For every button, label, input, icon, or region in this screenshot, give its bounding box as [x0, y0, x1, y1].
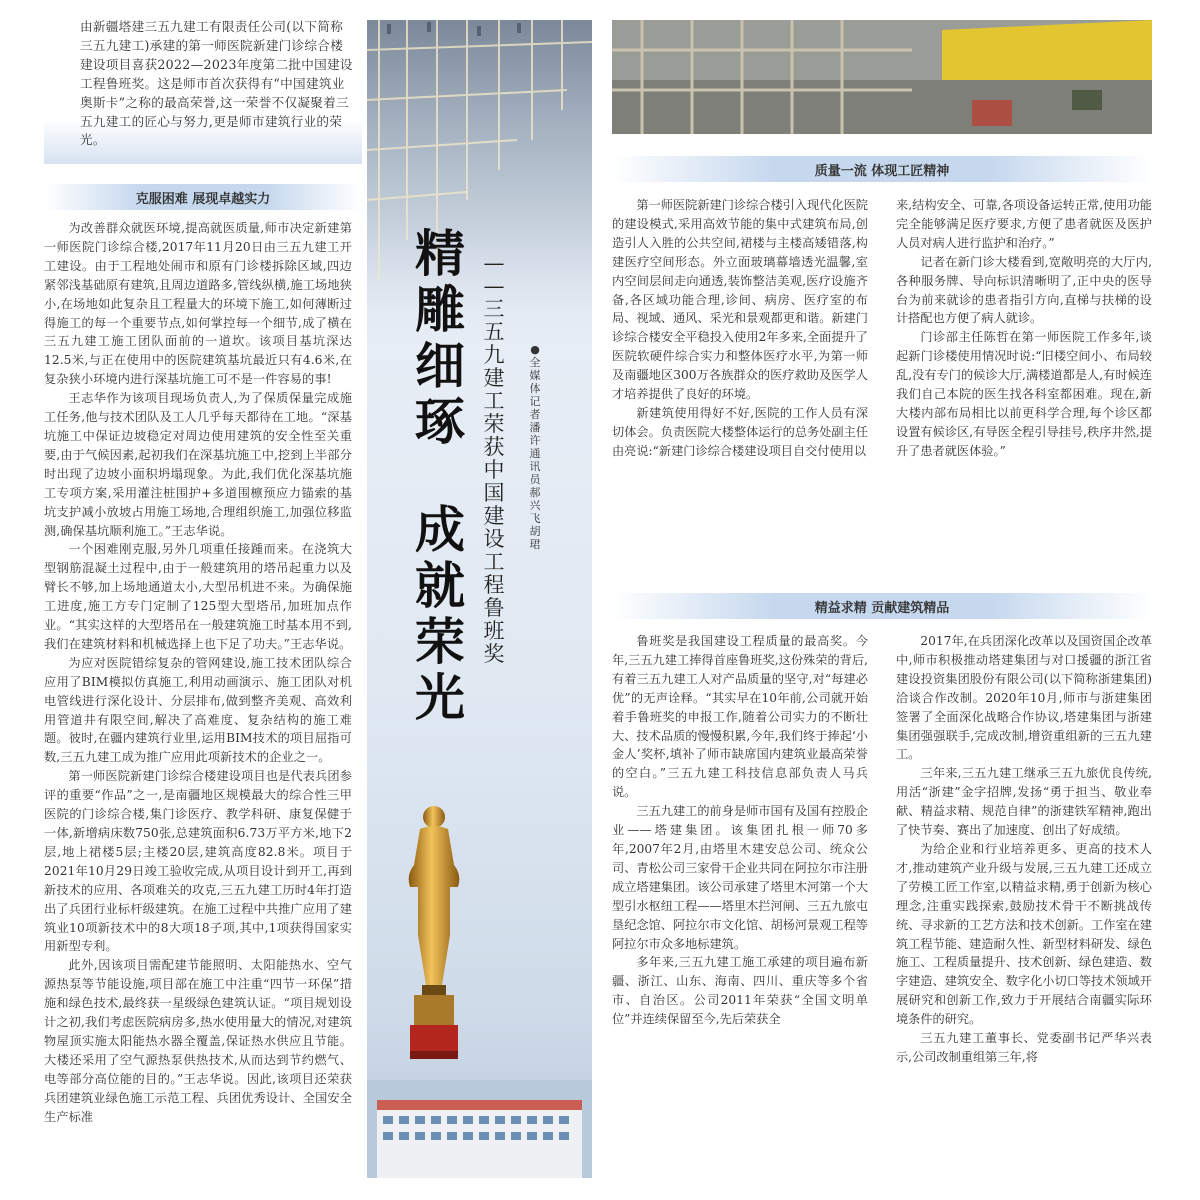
right-paragraph: 鲁班奖是我国建设工程质量的最高奖。今年,三五九建工捧得首座鲁班奖,这份殊荣的背后,有着三五九建工人对产品质量的坚守,对“每建必优”的无声诠释。“其实早在10年前,公司就开始着手鲁班奖的申报工作,随着公司实力的不断壮大、技术品质的慢慢积累,今年,我们终于捧起‘小金人’奖杯,填补了师市缺席国内建筑业最高荣誉的空白。”三五九建工科技信息部负责人马兵说。 — [612, 634, 868, 800]
subheadline-char: 奖 — [483, 642, 505, 666]
right-paragraph: 多年来,三五九建工施工承建的项目遍布新疆、浙江、山东、海南、四川、重庆等多个省市、自治区。公司2011年荣获“全国文明单位”并连续保留至今,先后荣获全 — [612, 955, 868, 1027]
subheadline-char: 工 — [483, 550, 505, 574]
byline-char: 员 — [529, 473, 541, 486]
subheadline-char: 获 — [483, 435, 505, 459]
headline-char: 细 — [415, 337, 465, 395]
right-paragraph: 2017年,在兵团深化改革以及国资国企改革中,师市积极推动塔建集团与对口援疆的浙江省建设投资集团股份有限公司(以下简称浙建集团)洽谈合作改制。2020年10月,师市与浙建集团签署了全面深化战略合作协议,塔建集团与浙建集团强强联手,完成改制,增资重组新的三五九建工。 — [896, 634, 1152, 762]
subheadline-char: 鲁 — [483, 596, 505, 620]
headline-char: 荣 — [415, 613, 465, 671]
byline-char: 郝 — [529, 486, 541, 499]
subheadline-char: 五 — [483, 320, 505, 344]
section-heading-left-text: 克服困难 展现卓越实力 — [135, 191, 271, 207]
left-paragraph: 王志华作为该项目现场负责人,为了保质保量完成施工任务,他与技术团队及工人几乎每天都待在工地。“深基坑施工中保证边坡稳定对周边使用建筑的安全性至关重要,由于气候因素,起初我们在深基坑施工中,挖到上半部分时出现了边坡小面积坍塌现象。为此,我们优化深基坑施工专项方案,采用灌注桩围护+多道围檩预应力锚索的基坑支护减小放坡占用施工场地,合理组织施工,加强位移监测,确保基坑顺利施工。”王志华说。 — [44, 391, 352, 538]
subheadline-char: 工 — [483, 389, 505, 413]
right-article-column-4 — [896, 632, 1152, 1180]
section-heading-right-1 — [612, 156, 1152, 182]
subheadline-char: 三 — [483, 297, 505, 321]
byline-char: 体 — [529, 382, 541, 395]
byline-char: 潘 — [529, 421, 541, 434]
left-paragraph: 一个困难刚克服,另外几项重任接踵而来。在浇筑大型钢筋混凝土过程中,由于一般建筑用的塔吊起重力以及臂长不够,加上场地通道太小,大型吊机进不来。为确保施工进度,施工方专门定制了125型大型塔吊,加班加点作业。“其实这样的大型塔吊在一般建筑施工时基本用不到,我们在建筑材料和机械选择上也下足了功夫。”王志华说。 — [44, 542, 352, 651]
subheadline-char: 中 — [483, 458, 505, 482]
subheadline-char: 班 — [483, 619, 505, 643]
right-article-column-2 — [896, 196, 1152, 574]
right-paragraph: 门诊部主任陈哲在第一师医院工作多年,谈起新门诊楼使用情况时说:“旧楼空间小、布局较乱,没有专门的候诊大厅,满楼道都是人,有时候连我们自己本院的医生找各科室都困难。现在,新大楼内部布局相比以前更科学合理,每个诊区都设置有候诊区,有导医全程引导挂号,秩序井然,提升了患者就医体验。” — [896, 330, 1152, 458]
right-paragraph: 三五九建工的前身是师市国有及国有控股企业——塔建集团。该集团扎根一师70多年,2007年2月,由塔里木建安总公司、统众公司、青松公司三家骨干企业共同在阿拉尔市注册成立塔建集团。该公司承建了塔里木河第一个大型引水枢纽工程——塔里木拦河闸、三五九旅屯垦纪念馆、阿拉尔市文化馆、胡杨河景观工程等阿拉尔市众多地标建筑。 — [612, 804, 868, 951]
byline-char: 全 — [529, 356, 541, 369]
right-paragraph: 来,结构安全、可靠,各项设备运转正常,使用功能完全能够满足医疗要求,方便了患者就医及医护人员对病人进行监护和治疗。” — [896, 198, 1152, 250]
right-paragraph: 为给企业和行业培养更多、更高的技术人才,推动建筑产业升级与发展,三五九建工还成立了劳模工匠工作室,以精益求精,勇于创新为核心理念,注重实践探索,鼓励技术骨干不断挑战传统、寻求新的工艺方法和技术创新。工作室在建筑工程节能、建造耐久性、新型材料研发、绿色施工、工程质量提升、技术创新、绿色建造、数字建造、建筑安全、数字化小切口等技术领域开展研究和创新工作,致力于开展结合南疆实际环境条件的研究。 — [896, 841, 1152, 1027]
byline-char: 飞 — [529, 512, 541, 525]
luban-trophy-icon — [392, 795, 488, 1065]
subheadline-char: 程 — [483, 573, 505, 597]
left-paragraph: 第一师医院新建门诊综合楼建设项目也是代表兵团参评的重要“作品”之一,是南疆地区规模最大的综合性三甲医院的门诊综合楼,集门诊医疗、教学科研、康复保健于一体,新增病床数750张,总建筑面积6.73万平方米,地下2层,地上裙楼5层;主楼20层,建筑高度82.8米。项目于2021年10月29日竣工验收完成,从项目设计到开工,再到新技术的应用、各项难关的攻克,三五九建工历时4年打造出了兵团行业标杆级建筑。在施工过程中共推广应用了建筑业10项新技术中的8大项18子项,其中,1项获得国家实用新型专利。 — [44, 769, 352, 954]
section-heading-right-2-text: 精益求精 贡献建筑精品 — [814, 600, 950, 616]
subheadline-char: — — [483, 251, 505, 275]
byline-char: 者 — [529, 408, 541, 421]
section-heading-right-2 — [612, 593, 1152, 619]
subheadline-char: 建 — [483, 366, 505, 390]
lead-summary — [44, 14, 362, 164]
section-heading-left — [44, 184, 362, 210]
byline-char: 胡 — [529, 525, 541, 538]
headline-char: 就 — [415, 557, 465, 615]
left-paragraph: 此外,因该项目需配建节能照明、太阳能热水、空气源热泵等节能设施,项目部在施工中注重“四节一环保”措施和绿色技术,最终获一星级绿色建筑认证。“项目规划设计之初,我们考虑医院病房多,热水使用量大的情况,对建筑物屋顶实施太阳能热水器全覆盖,保证热水供应且节能。大楼还采用了空气源热泵供热技术,从而达到节约燃气、电等部分高位能的目的。”王志华说。因此,该项目还荣获兵团建筑业绿色施工示范工程、兵团优秀设计、全国安全生产标准 — [44, 958, 352, 1124]
left-paragraph: 为应对医院错综复杂的管网建设,施工技术团队综合应用了BIM模拟仿真施工,利用动画演示、施工团队对机电管线进行深化设计、分层排布,做到整齐美观、高效利用管道井有限空间,解决了高难度、复杂结构的施工难题。彼时,在疆内建筑行业里,运用BIM技术的项目屈指可数,三五九建工成为推广应用此项新技术的企业之一。 — [44, 655, 352, 765]
byline-char: 珺 — [529, 538, 541, 551]
right-paragraph: 三五九建工董事长、党委副书记严华兴表示,公司改制重组第三年,将 — [896, 1031, 1152, 1064]
construction-site-image — [612, 20, 1152, 134]
headline-char: 雕 — [415, 281, 465, 339]
headline-char: 精 — [415, 225, 465, 283]
byline-char: 通 — [529, 447, 541, 460]
headline-char: 琢 — [415, 393, 465, 451]
subheadline-char: 九 — [483, 343, 505, 367]
left-article-column — [44, 219, 352, 1180]
right-paragraph: 第一师医院新建门诊综合楼引入现代化医院的建设模式,采用高效节能的集中式建筑布局,创造引人入胜的公共空间,裙楼与主楼高矮错落,构建医疗空间形态。外立面玻璃幕墙透光温馨,室内空间层间走向通透,装饰整洁美观,医疗设施齐备,各区域功能合理,诊间、病房、医疗室的布局、视域、通风、采光和景观都更和谐。新建门诊综合楼安全平稳投入使用2年多来,全面提升了医院软硬件综合实力和整体医疗水平,为第一师及南疆地区300万各族群众的医疗救助及医学人才培养提供了良好的环境。 — [612, 198, 868, 402]
section-heading-right-1-text: 质量一流 体现工匠精神 — [814, 163, 950, 179]
byline-char: 记 — [529, 395, 541, 408]
subheadline-char: 国 — [483, 481, 505, 505]
headline-char: 成 — [415, 501, 465, 559]
byline-char: 媒 — [529, 369, 541, 382]
byline-char: 兴 — [529, 499, 541, 512]
byline-char: 许 — [529, 434, 541, 447]
left-paragraph: 为改善群众就医环境,提高就医质量,师市决定新建第一师医院门诊综合楼,2017年11月20日由三五九建工开工建设。由于工程地处闹市和原有门诊楼拆除区域,四边紧邻浅基础原有建筑,且周边道路多,管线纵横,施工场地狭小,在场地如此复杂且工程量大的环境下施工,如何薄断过得施工的每一个重要节点,如何掌控每一个细节,成了横在三五九建工施工团队面前的一道坎。该项目基坑深达12.5米,与正在使用中的医院建筑基坑最近只有4.6米,在复杂狭小环境内进行深基坑施工可不是一件容易的事! — [44, 221, 352, 387]
subheadline-char: 荣 — [483, 412, 505, 436]
subheadline — [478, 252, 510, 666]
construction-photo — [612, 20, 1152, 134]
right-paragraph: 记者在新门诊大楼看到,宽敞明亮的大厅内,各种服务牌、导向标识清晰明了,正中央的医导台为前来就诊的患者指引方向,直梯与扶梯的设计搭配也方便了病人就诊。 — [896, 254, 1152, 326]
headline-char: 光 — [415, 669, 465, 727]
right-article-column-1 — [612, 196, 868, 574]
hospital-building-illustration — [367, 1080, 592, 1178]
right-paragraph: 新建筑使用得好不好,医院的工作人员有深切体会。负责医院大楼整体运行的总务处副主任由亮说:“新建门诊综合楼建设项目自交付使用以 — [612, 405, 868, 458]
right-article-column-3 — [612, 632, 868, 1180]
subheadline-char: 建 — [483, 504, 505, 528]
subheadline-char: 设 — [483, 527, 505, 551]
right-paragraph: 三年来,三五九建工继承三五九旅优良传统,用活“浙建”金字招牌,发扬“勇于担当、敬业奉献、精益求精、规范自律”的浙建铁军精神,跑出了快节奏、赛出了加速度、创出了好成绩。 — [896, 766, 1152, 838]
byline-char: ● — [530, 343, 540, 356]
byline-char: 讯 — [529, 460, 541, 473]
headline — [410, 226, 470, 726]
lead-text: 由新疆塔建三五九建工有限责任公司(以下简称三五九建工)承建的第一师医院新建门诊综合楼建设项目喜获2022—2023年度第二批中国建设工程鲁班奖。这是师市首次获得有“中国建筑业奥斯卡”之称的最高荣誉,这一荣誉不仅凝聚着三五九建工的匠心与努力,更是师市建筑行业的荣光。 — [80, 19, 353, 148]
subheadline-char: — — [483, 274, 505, 298]
byline — [527, 343, 543, 551]
